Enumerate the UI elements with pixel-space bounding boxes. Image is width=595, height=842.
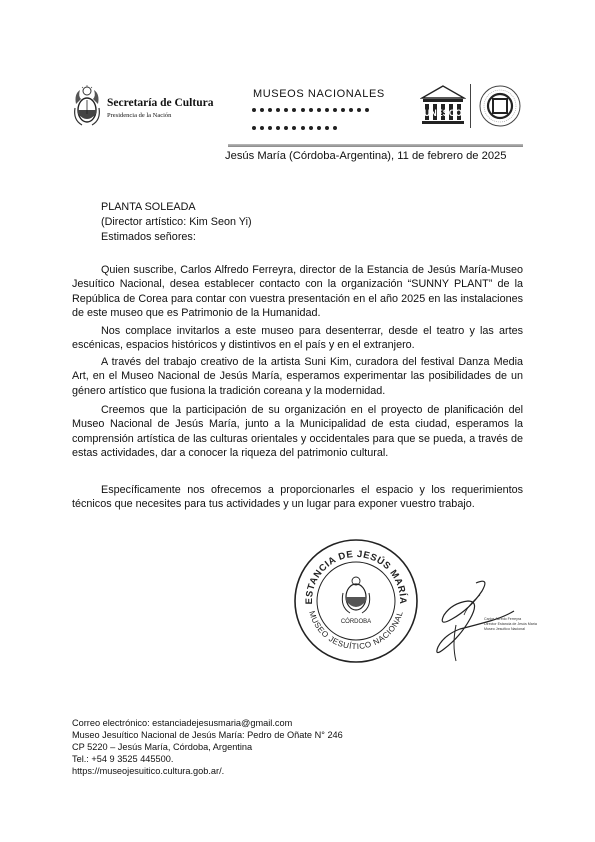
paragraph-3: A través del trabajo creativo de la artista Suni Kim, curadora del festival Danza Media Art, en el Museo Nacional de Jesús María, esperamos experimentar las posibilidades de un género artístico que fusiona la tradición coreana y la modernidad.	[72, 356, 523, 397]
museos-dots-decoration	[252, 104, 374, 126]
argentina-coat-of-arms-icon	[72, 84, 102, 128]
paragraph-5: Específicamente nos ofrecemos a proporcionarles el espacio y los requerimientos técnicos que necesites para tus actividades y un lugar para exponer vuestro trabajo.	[72, 484, 523, 511]
museum-stamp	[292, 537, 420, 665]
header-rule	[228, 144, 523, 147]
salutation: Estimados señores:	[101, 231, 196, 243]
secretaria-title: Secretaría de Cultura	[107, 97, 214, 109]
museos-nacionales-logo: MUSEOS NACIONALES	[253, 88, 385, 100]
signer-title: Director Estancia de Jesús María	[484, 622, 537, 626]
paragraph-4: Creemos que la participación de su organización en el proyecto de planificación del Museo Nacional de Jesús María, junto a la Municipalidad de esta ciudad, esperamos la comprensión artística de las culturas orientales y occidentales para que se pueda, a través de estas actividades, dar a conocer la riqueza del patrimonio cultural.	[72, 404, 523, 459]
world-heritage-emblem-icon	[478, 84, 522, 128]
footer-postal: CP 5220 – Jesús María, Córdoba, Argentina	[72, 742, 253, 752]
recipient-role: (Director artístico: Kim Seon Yi)	[101, 216, 252, 228]
paragraph-1: Quien suscribe, Carlos Alfredo Ferreyra, director de la Estancia de Jesús María-Museo Jesuítico Nacional, desea establecer contacto con la organización “SUNNY PLANT” de la República de Corea para contar con vuestra presentación en el año 2025 en las instalaciones de este museo que es Patrimonio de la Humanidad.	[72, 264, 523, 319]
secretaria-subtitle: Presidencia de la Nación	[107, 112, 172, 119]
footer-phone: Tel.: +54 9 3525 445500.	[72, 754, 174, 764]
recipient-name: PLANTA SOLEADA	[101, 201, 196, 213]
paragraph-2: Nos complace invitarlos a este museo para desenterrar, desde el teatro y las artes escénicas, espacios históricos y distintivos en el país y en el extranjero.	[72, 325, 523, 352]
svg-text:MUSEO JESUÍTICO NACIONAL	[307, 610, 405, 651]
signer-institution: Museo Jesuítico Nacional	[484, 627, 525, 631]
header-separator	[470, 84, 471, 128]
unesco-text: UNESCO	[423, 108, 463, 118]
stamp-top-text: ESTANCIA DE JESÚS MARÍA	[303, 548, 409, 605]
footer-address: Museo Jesuítico Nacional de Jesús María: Pedro de Oñate N° 246	[72, 730, 343, 740]
letter-date: Jesús María (Córdoba-Argentina), 11 de febrero de 2025	[225, 150, 507, 162]
signer-name: Carlos Alfredo Ferreyra	[484, 617, 522, 621]
footer-website[interactable]: https://museojesuitico.cultura.gob.ar/.	[72, 766, 225, 776]
stamp-bottom-text: MUSEO JESUÍTICO NACIONAL	[307, 609, 405, 652]
stamp-city: CÓRDOBA	[340, 619, 372, 625]
stamp-coat-of-arms-icon	[342, 577, 369, 613]
unesco-logo-icon	[420, 84, 466, 128]
footer-email: Correo electrónico: estanciadejesusmaria@gmail.com	[72, 718, 293, 728]
